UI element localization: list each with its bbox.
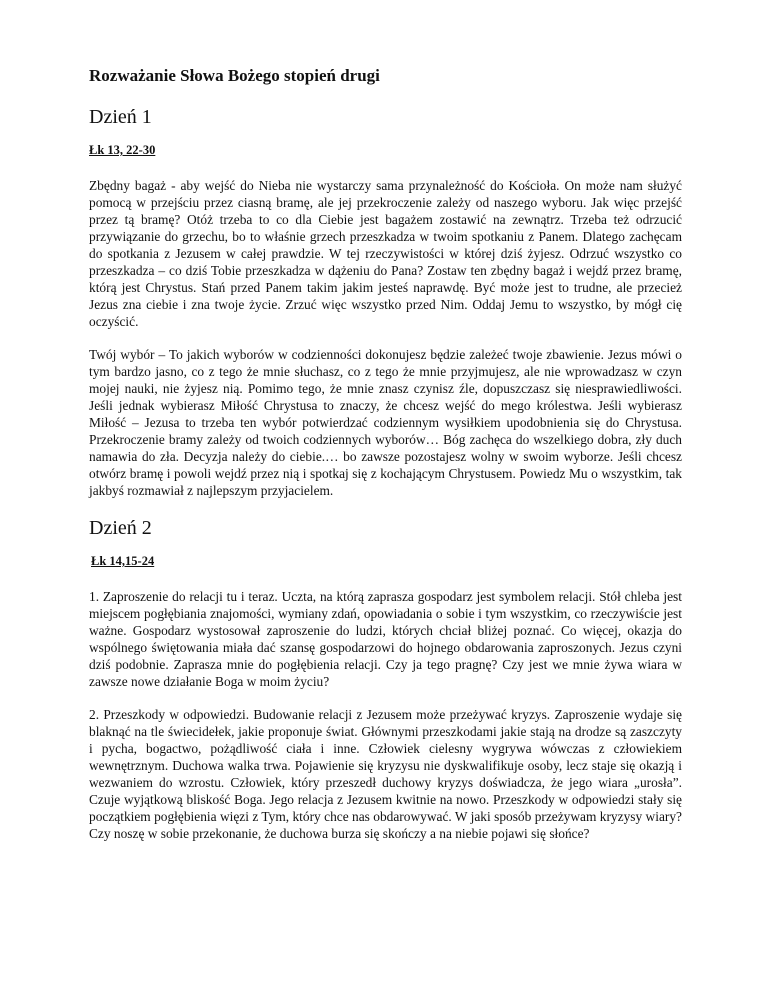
day-1-paragraph-1: Zbędny bagaż - aby wejść do Nieba nie wystarczy sama przynależność do Kościoła. On może nam służyć pomocą w przejściu przez ciasną bramę, ale jej przekroczenie zależy od naszego wyboru. Jak więc przejść przez tą bramę? Otóż trzeba to co dla Ciebie jest bagażem zostawić na zewnątrz. Trzeba też odrzucić przywiązanie do grzechu, bo to właśnie grzech przeszkadza w twoim spotkaniu z Panem. Dlatego zachęcam do spotkania z Jezusem w całej prawdzie. W tej rzeczywistości w której dziś żyjesz. Odrzuć wszystko co przeszkadza – co dziś Tobie przeszkadza w dążeniu do Pana? Zostaw ten zbędny bagaż i wejdź przez bramę, którą jest Chrystus. Stań przed Panem takim jakim jesteś naprawdę. Być może jest to trudne, ale przecież Jezus zna ciebie i zna twoje życie. Zrzuć więc wszystko przed Nim. Oddaj Jemu to wszystko, by mógł cię oczyścić. — [89, 178, 682, 329]
day-2-paragraph-1: 1. Zaproszenie do relacji tu i teraz. Uczta, na którą zaprasza gospodarz jest symbolem relacji. Stół chleba jest miejscem pogłębiania znajomości, wymiany zdań, opowiadania o sobie i tym wszystkim, co rzeczywiście jest ważne. Gospodarz wystosował zaproszenie do ludzi, których chciał bliżej poznać. Co więcej, okazja do wspólnego świętowania miała dać szansę gospodarzowi do hojnego obdarowania zaproszonych. Jezus czyni dziś podobnie. Zaprasza mnie do pogłębienia relacji. Czy ja tego pragnę? Czy jest we mnie żywa wiara w zawsze nowe działanie Boga w moim życiu? — [89, 589, 682, 689]
day-2-heading: Dzień 2 — [89, 517, 152, 539]
day-2-scripture-reference: Łk 14,15-24 — [91, 554, 155, 568]
document-page — [89, 66, 682, 842]
day-1-heading: Dzień 1 — [89, 106, 152, 128]
day-2-paragraph-2: 2. Przeszkody w odpowiedzi. Budowanie relacji z Jezusem może przeżywać kryzys. Zaproszenie wydaje się blaknąć na tle świecidełek, jakie proponuje świat. Głównymi przeszkodami jakie stają na drodze są zaszczyty i pycha, bogactwo, pożądliwość ciała i inne. Człowiek cielesny wygrywa wówczas z człowiekiem wewnętrznym. Duchowa walka trwa. Pojawienie się kryzysu nie dyskwalifikuje osoby, lecz staje się okazją i wezwaniem do wzrostu. Człowiek, który przeszedł duchowy kryzys doświadcza, że jego wiara „urosła”. Czuje wyjątkową bliskość Boga. Jego relacja z Jezusem kwitnie na nowo. Przeszkody w odpowiedzi stały się początkiem pogłębienia więzi z Tym, który chce nas obdarowywać. W jaki sposób przeżywam kryzysy wiary? Czy noszę w sobie przekonanie, że duchowa burza się skończy a na niebie pojawi się słońce? — [89, 707, 682, 841]
document-title: Rozważanie Słowa Bożego stopień drugi — [89, 66, 380, 85]
day-1-paragraph-2: Twój wybór – To jakich wyborów w codzienności dokonujesz będzie zależeć twoje zbawienie. Jezus mówi o tym bardzo jasno, co z tego że mnie słuchasz, co z tego że mnie przyjmujesz, ale nie wprowadzasz w czyn mojej nauki, nie żyjesz nią. Pomimo tego, że mnie znasz czynisz źle, dopuszczasz się niesprawiedliwości. Jeśli jednak wybierasz Miłość Chrystusa to znaczy, że chcesz wejść do mego królestwa. Jeśli wybierasz Miłość – Jezusa to trzeba ten wybór potwierdzać codziennym wysiłkiem upodobnienia się do Chrystusa. Przekroczenie bramy zależy od twoich codziennych wyborów… Bóg zachęca do wszelkiego dobra, zły duch namawia do zła. Decyzja należy do ciebie.… bo zawsze pozostajesz wolny w swoim wyborze. Jeśli chcesz otwórz bramę i powoli wejdź przez nią i spotkaj się z kochającym Chrystusem. Powiedz Mu o wszystkim, tak jakbyś rozmawiał z najlepszym przyjacielem. — [89, 347, 682, 498]
day-1-scripture-reference: Łk 13, 22-30 — [89, 143, 156, 157]
